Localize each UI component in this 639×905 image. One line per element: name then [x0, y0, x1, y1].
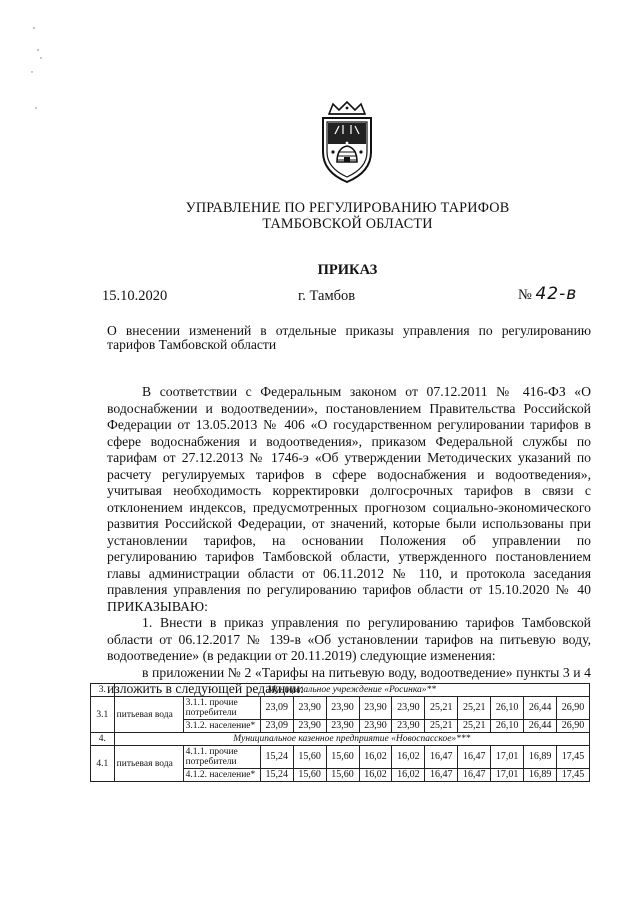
tariff-value: 15,60 — [326, 769, 359, 782]
tariff-value: 16,02 — [359, 746, 392, 769]
consumer-label: 3.1.2. население* — [183, 720, 260, 733]
document-number — [518, 284, 577, 304]
tariff-value: 16,89 — [524, 769, 557, 782]
tariff-value: 23,09 — [260, 720, 293, 733]
tariff-value: 16,47 — [458, 769, 491, 782]
tariff-value: 15,24 — [260, 769, 293, 782]
tariff-value: 15,60 — [326, 746, 359, 769]
document-subject — [107, 324, 591, 352]
item-name: питьевая вода — [114, 697, 183, 733]
subject-line2: тарифов Тамбовской области — [107, 337, 277, 352]
tariff-value: 16,02 — [392, 769, 425, 782]
tariff-value: 26,10 — [491, 720, 524, 733]
tariff-value: 23,90 — [326, 697, 359, 720]
document-type: ПРИКАЗ — [317, 262, 378, 278]
tariff-value: 23,90 — [293, 720, 326, 733]
tariff-value: 23,09 — [260, 697, 293, 720]
item-number: 3.1 — [91, 697, 115, 733]
consumer-label: 4.1.1. прочие потребители — [183, 746, 260, 769]
tariff-value: 26,44 — [524, 697, 557, 720]
tariff-value: 16,47 — [425, 746, 458, 769]
document-date: 15.10.2020 — [102, 288, 168, 304]
tariff-value: 17,01 — [491, 746, 524, 769]
tariff-value: 25,21 — [425, 697, 458, 720]
table-row — [91, 697, 590, 720]
tariff-value: 25,21 — [458, 697, 491, 720]
document-city: г. Тамбов — [298, 288, 356, 304]
tariff-value: 23,90 — [392, 720, 425, 733]
tariff-value: 15,24 — [260, 746, 293, 769]
org-name-line1: УПРАВЛЕНИЕ ПО РЕГУЛИРОВАНИЮ ТАРИФОВ — [185, 200, 510, 216]
tariff-value: 15,60 — [293, 769, 326, 782]
tariff-value: 25,21 — [458, 720, 491, 733]
tariff-value: 16,02 — [392, 746, 425, 769]
tariff-value: 23,90 — [326, 720, 359, 733]
org-name-line2: ТАМБОВСКОЙ ОБЛАСТИ — [262, 216, 433, 232]
tariff-value: 26,44 — [524, 720, 557, 733]
tariff-value: 25,21 — [425, 720, 458, 733]
tariff-value: 26,10 — [491, 697, 524, 720]
subject-line1: О внесении изменений в отдельные приказы управления по регулированию — [107, 323, 591, 338]
tariff-value: 16,02 — [359, 769, 392, 782]
number-prefix: № — [518, 287, 532, 303]
tariff-value: 26,90 — [557, 720, 590, 733]
section-number: 3. — [91, 684, 115, 697]
table-row — [91, 746, 590, 769]
tariff-value: 23,90 — [359, 720, 392, 733]
consumer-label: 4.1.2. население* — [183, 769, 260, 782]
tariff-value: 23,90 — [359, 697, 392, 720]
body-paragraph-preamble: В соответствии с Федеральным законом от 07.12.2011 № 416-ФЗ «О водоснабжении и водоотведении», постановлением Правительства Российской Федерации от 13.05.2013 № 406 «О государственном регулировании тарифов в сфере водоснабжения и водоотведения», приказом Федеральной службы по тарифам от 27.12.2013 № 1746-э «Об утверждении Методических указаний по расчету регулируемых тарифов в сфере водоснабжения и водоотведения», учитывая необходимость корректировки долгосрочных тарифов в связи с отклонением индексов, предусмотренных прогнозом социально-экономического развития Российской Федерации, от значений, которые были использованы при установлении тарифов, на основании Положения об управлении по регулированию тарифов Тамбовской области, утвержденного постановлением главы администрации области от 06.11.2012 № 110, и протокола заседания правления управления по регулированию тарифов области от 15.10.2020 № 40 ПРИКАЗЫВАЮ: — [107, 384, 591, 614]
table-section-row — [91, 733, 590, 746]
body-paragraph-item1: 1. Внести в приказ управления по регулированию тарифов Тамбовской области от 06.12.2017 № 139-в «Об установлении тарифов на питьевую воду, водоотведение» (в редакции от 20.11.2019) следующие изменения: — [107, 615, 591, 663]
tariff-value: 16,47 — [458, 746, 491, 769]
tariff-value: 17,45 — [557, 769, 590, 782]
tariffs-table — [90, 683, 590, 782]
tariff-value: 16,89 — [524, 746, 557, 769]
section-number: 4. — [91, 733, 115, 746]
item-name: питьевая вода — [114, 746, 183, 782]
handwritten-number: 42-в — [535, 284, 578, 304]
item-number: 4.1 — [91, 746, 115, 782]
document-body — [107, 384, 591, 698]
tariff-value: 17,45 — [557, 746, 590, 769]
tariff-value: 16,47 — [425, 769, 458, 782]
table-section-row — [91, 684, 590, 697]
body-paragraph-appendix: в приложении № 2 «Тарифы на питьевую воду, водоотведение» пункты 3 и 4 изложить в следующей редакции: — [107, 664, 591, 696]
section-title: Муниципальное казенное предприятие «Новоспасское»*** — [114, 733, 589, 746]
consumer-label: 3.1.1. прочие потребители — [183, 697, 260, 720]
tariff-value: 15,60 — [293, 746, 326, 769]
scan-edge-marks — [14, 10, 44, 130]
tambov-coat-of-arms-icon — [313, 100, 381, 186]
section-title: Муниципальное учреждение «Росинка»** — [114, 684, 589, 697]
tariff-value: 23,90 — [293, 697, 326, 720]
tariff-value: 23,90 — [392, 697, 425, 720]
tariff-value: 26,90 — [557, 697, 590, 720]
tariff-value: 17,01 — [491, 769, 524, 782]
